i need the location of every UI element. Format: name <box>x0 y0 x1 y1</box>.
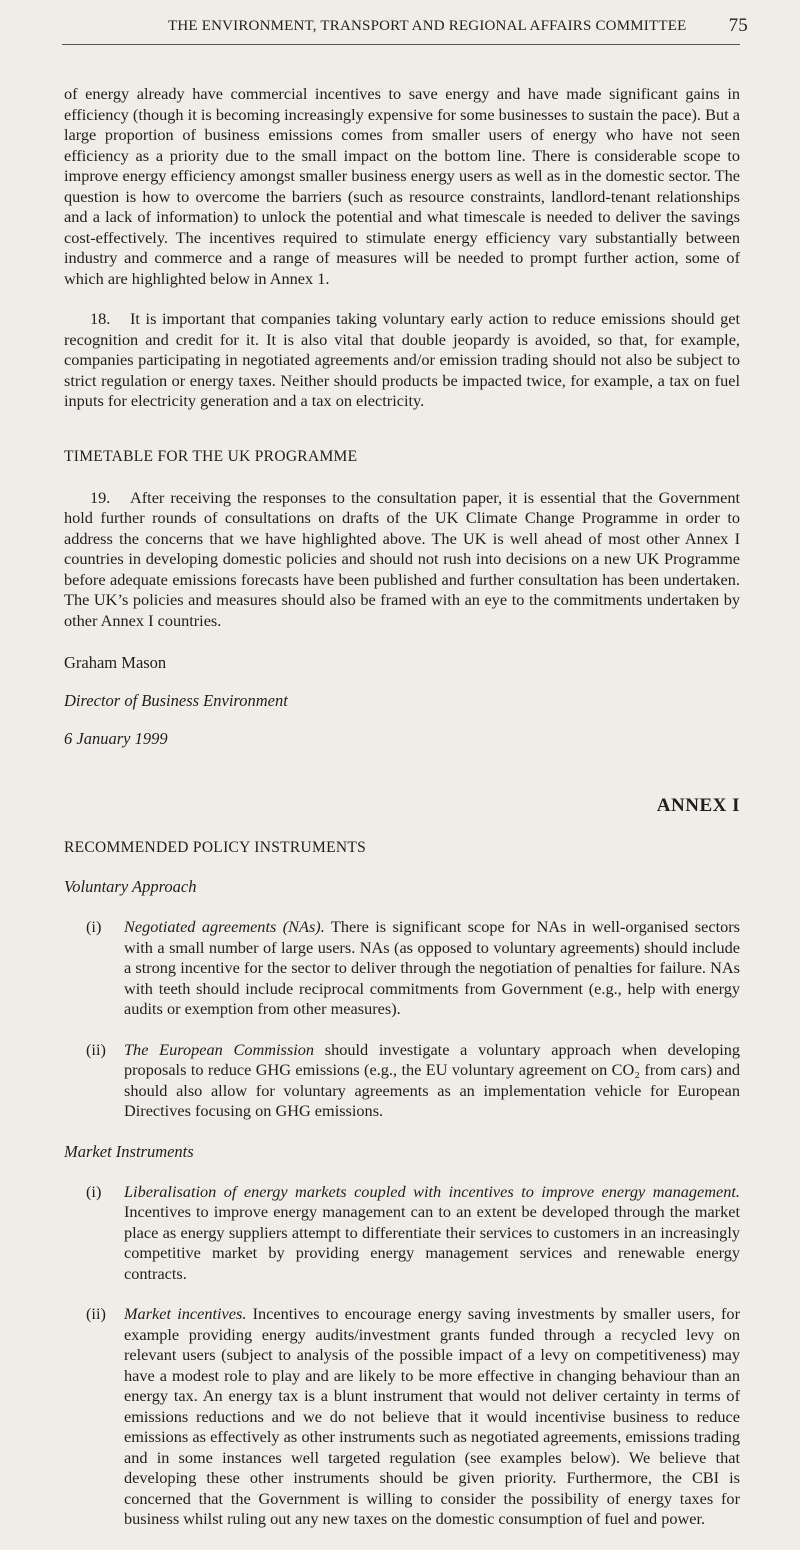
list-item <box>64 917 740 1020</box>
running-title: THE ENVIRONMENT, TRANSPORT AND REGIONAL AFFAIRS COMMITTEE <box>168 18 687 34</box>
annex-label: ANNEX I <box>656 795 740 816</box>
running-header <box>168 15 748 37</box>
paragraph-18 <box>64 309 740 412</box>
paragraph-text: It is important that companies taking voluntary early action to reduce emissions should get recognition and credit for it. It is also vital that double jeopardy is avoided, so that, for example, companies participating in negotiated agreements and/or emission trading should not also be subject to strict regulation or energy taxes. Neither should products be impacted twice, for example, a tax on fuel inputs for electricity generation and a tax on electricity. <box>64 309 740 410</box>
paragraph-number: 19. <box>90 487 111 507</box>
list-marker: (i) <box>86 917 102 936</box>
section-title-market: Market Instruments <box>64 1141 194 1161</box>
list-item <box>64 1182 740 1285</box>
signature-date: 6 January 1999 <box>64 729 168 748</box>
paragraph-number: 18. <box>90 309 111 328</box>
section-title-voluntary: Voluntary Approach <box>64 877 197 896</box>
list-item-text: Negotiated agreements (NAs). There is significant scope for NAs in well-organised sectors with a small number of large users. NAs (as opposed to voluntary agreements) should include a strong incentive for the sector to deliver through the negotiation of penalties for failure. NAs with teeth should include reciprocal commitments from Government (e.g., help with energy audits or exemption from other measures). <box>124 917 740 1018</box>
signature-title: Director of Business Environment <box>64 691 288 710</box>
header-rule <box>62 44 740 45</box>
signature-name: Graham Mason <box>64 653 167 672</box>
list-item-text: Liberalisation of energy markets coupled with incentives to improve energy management. Incentives to improve energy management can to an extent be developed through the market place as energy suppliers attempt to differentiate their services to customers in an increasingly competitive market by providing energy management services and renewable energy contracts. <box>124 1181 740 1283</box>
section-heading-timetable: TIMETABLE FOR THE UK PROGRAMME <box>64 447 358 465</box>
list-item-text: The European Commission should investigate a voluntary approach when developing proposals to reduce GHG emissions (e.g., the EU voluntary agreement on CO₂ from cars) and should also allow for voluntary agreements as an implementation vehicle for European Directives focusing on GHG emissions. <box>124 1039 740 1120</box>
list-marker: (i) <box>86 1181 102 1201</box>
list-marker: (ii) <box>86 1039 106 1059</box>
annex-heading: RECOMMENDED POLICY INSTRUMENTS <box>64 839 367 856</box>
paragraph-continued: of energy already have commercial incentives to save energy and have made significant gains in efficiency (though it is becoming increasingly expensive for some businesses to sustain the pace). But a large proportion of business emissions comes from smaller users of energy who have not seen efficiency as a priority due to the small impact on the bottom line. There is considerable scope to improve energy efficiency amongst smaller business energy users as well as in the domestic sector. The question is how to overcome the barriers (such as resource constraints, landlord-tenant relationships and a lack of information) to unlock the potential and what timescale is needed to deliver the savings cost-effectively. The incentives required to stimulate energy efficiency vary substantially between industry and commerce and a range of measures will be needed to prompt further action, some of which are highlighted below in Annex 1. <box>64 84 740 288</box>
paragraph-text: After receiving the responses to the consultation paper, it is essential that the Government hold further rounds of consultations on drafts of the UK Climate Change Programme in order to address the concerns that we have highlighted above. The UK is well ahead of most other Annex I countries in developing domestic policies and should not rush into decisions on a new UK Programme before adequate emissions forecasts have been published and further consultation has been undertaken. The UK’s policies and measures should also be framed with an eye to the commitments undertaken by other Annex I countries. <box>64 487 740 630</box>
list-item <box>64 1304 740 1530</box>
list-item <box>64 1040 740 1122</box>
paragraph-19 <box>64 488 740 632</box>
list-item-text: Market incentives. Incentives to encourage energy saving investments by smaller users, for example providing energy audits/investment grants funded through a recycled levy on relevant users (subject to analysis of the possible impact of a levy on competitiveness) may have a modest role to play and are likely to be more effective in changing behaviour than an energy tax. An energy tax is a blunt instrument that would not deliver certainty in terms of emissions reductions and we do not believe that it would incentivise business to reduce emissions as effectively as other instruments such as negotiated agreements, emissions trading and in some instances well targeted regulation (see examples below). We believe that developing these other instruments should be given priority. Furthermore, the CBI is concerned that the Government is willing to consider the possibility of energy taxes for business whilst ruling out any new taxes on the domestic consumption of fuel and power. <box>124 1304 740 1528</box>
list-marker: (ii) <box>86 1304 106 1323</box>
document-body <box>64 84 740 1550</box>
page-number: 75 <box>728 15 748 36</box>
